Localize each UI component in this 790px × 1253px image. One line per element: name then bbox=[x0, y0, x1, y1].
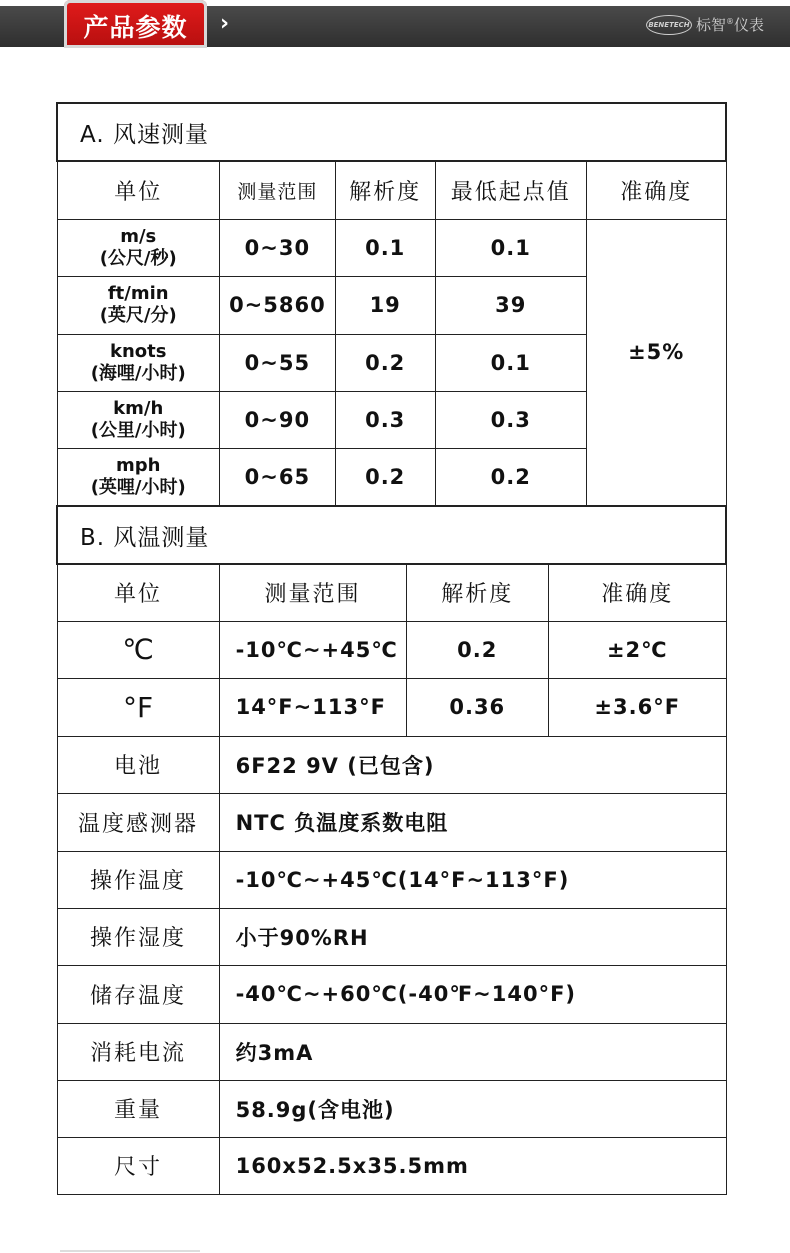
col-header-range: 测量范围 bbox=[219, 564, 406, 621]
table-row bbox=[57, 219, 726, 276]
range-cell: 0~55 bbox=[219, 334, 335, 391]
resolution-cell: 0.2 bbox=[406, 621, 548, 678]
wind-temperature-table bbox=[56, 505, 727, 1195]
resolution-cell: 0.2 bbox=[335, 448, 435, 505]
spec-label: 储存温度 bbox=[57, 965, 219, 1023]
resolution-cell: 19 bbox=[335, 276, 435, 334]
resolution-cell: 0.36 bbox=[406, 678, 548, 736]
spec-value: -40℃~+60℃(-40℉~140°F) bbox=[219, 965, 726, 1023]
brand bbox=[646, 14, 764, 35]
accuracy-cell: ±2℃ bbox=[549, 621, 726, 678]
range-cell: 14°F~113°F bbox=[219, 678, 406, 736]
resolution-cell: 0.1 bbox=[335, 219, 435, 276]
spec-label: 温度感测器 bbox=[57, 793, 219, 851]
brand-logo: BENETECH bbox=[646, 15, 692, 35]
range-cell: -10℃~+45℃ bbox=[219, 621, 406, 678]
range-cell: 0~5860 bbox=[219, 276, 335, 334]
spec-label: 重量 bbox=[57, 1080, 219, 1137]
col-header-resolution: 解析度 bbox=[335, 161, 435, 219]
table-row bbox=[57, 621, 726, 678]
spec-value: 58.9g(含电池) bbox=[219, 1080, 726, 1137]
spec-value: 6F22 9V (已包含) bbox=[219, 736, 726, 793]
section-b-title: B. 风温测量 bbox=[57, 506, 726, 564]
unit-cell: ℃ bbox=[57, 621, 219, 678]
col-header-resolution: 解析度 bbox=[406, 564, 548, 621]
spec-label: 电池 bbox=[57, 736, 219, 793]
min-start-cell: 0.3 bbox=[435, 391, 586, 448]
range-cell: 0~90 bbox=[219, 391, 335, 448]
range-cell: 0~30 bbox=[219, 219, 335, 276]
spec-row bbox=[57, 1137, 726, 1194]
spec-row bbox=[57, 793, 726, 851]
col-header-unit: 单位 bbox=[57, 161, 219, 219]
col-header-accuracy: 准确度 bbox=[586, 161, 726, 219]
wind-speed-table bbox=[56, 102, 727, 506]
brand-name: 标智®仪表 bbox=[695, 16, 764, 34]
spec-row bbox=[57, 736, 726, 793]
resolution-cell: 0.3 bbox=[335, 391, 435, 448]
spec-row bbox=[57, 1080, 726, 1137]
spec-value: 小于90%RH bbox=[219, 908, 726, 965]
spec-value: 160x52.5x35.5mm bbox=[219, 1137, 726, 1194]
section-a-title: A. 风速测量 bbox=[57, 103, 726, 161]
unit-cell: mph (英哩/小时) bbox=[57, 448, 219, 505]
accuracy-cell: ±3.6°F bbox=[549, 678, 726, 736]
spec-label: 操作温度 bbox=[57, 851, 219, 908]
unit-cell: km/h (公里/小时) bbox=[57, 391, 219, 448]
resolution-cell: 0.2 bbox=[335, 334, 435, 391]
col-header-unit: 单位 bbox=[57, 564, 219, 621]
unit-cell: ft/min (英尺/分) bbox=[57, 276, 219, 334]
min-start-cell: 0.1 bbox=[435, 334, 586, 391]
spec-row bbox=[57, 1023, 726, 1080]
col-header-min-start: 最低起点值 bbox=[435, 161, 586, 219]
spec-row bbox=[57, 908, 726, 965]
col-header-accuracy: 准确度 bbox=[549, 564, 726, 621]
page-title: 产品参数 bbox=[83, 13, 188, 42]
spec-value: 约3mA bbox=[219, 1023, 726, 1080]
header-title-tab bbox=[64, 0, 207, 48]
min-start-cell: 0.1 bbox=[435, 219, 586, 276]
spec-row bbox=[57, 851, 726, 908]
unit-cell: °F bbox=[57, 678, 219, 736]
divider bbox=[60, 1250, 200, 1252]
min-start-cell: 39 bbox=[435, 276, 586, 334]
spec-label: 消耗电流 bbox=[57, 1023, 219, 1080]
accuracy-cell: ±5% bbox=[586, 219, 726, 505]
table-row bbox=[57, 678, 726, 736]
chevron-right-icon: › bbox=[220, 11, 230, 36]
min-start-cell: 0.2 bbox=[435, 448, 586, 505]
unit-cell: knots (海哩/小时) bbox=[57, 334, 219, 391]
spec-value: NTC 负温度系数电阻 bbox=[219, 793, 726, 851]
spec-value: -10℃~+45℃(14°F~113°F) bbox=[219, 851, 726, 908]
spec-row bbox=[57, 965, 726, 1023]
unit-cell: m/s (公尺/秒) bbox=[57, 219, 219, 276]
spec-label: 操作湿度 bbox=[57, 908, 219, 965]
spec-label: 尺寸 bbox=[57, 1137, 219, 1194]
col-header-range: 测量范围 bbox=[219, 161, 335, 219]
range-cell: 0~65 bbox=[219, 448, 335, 505]
